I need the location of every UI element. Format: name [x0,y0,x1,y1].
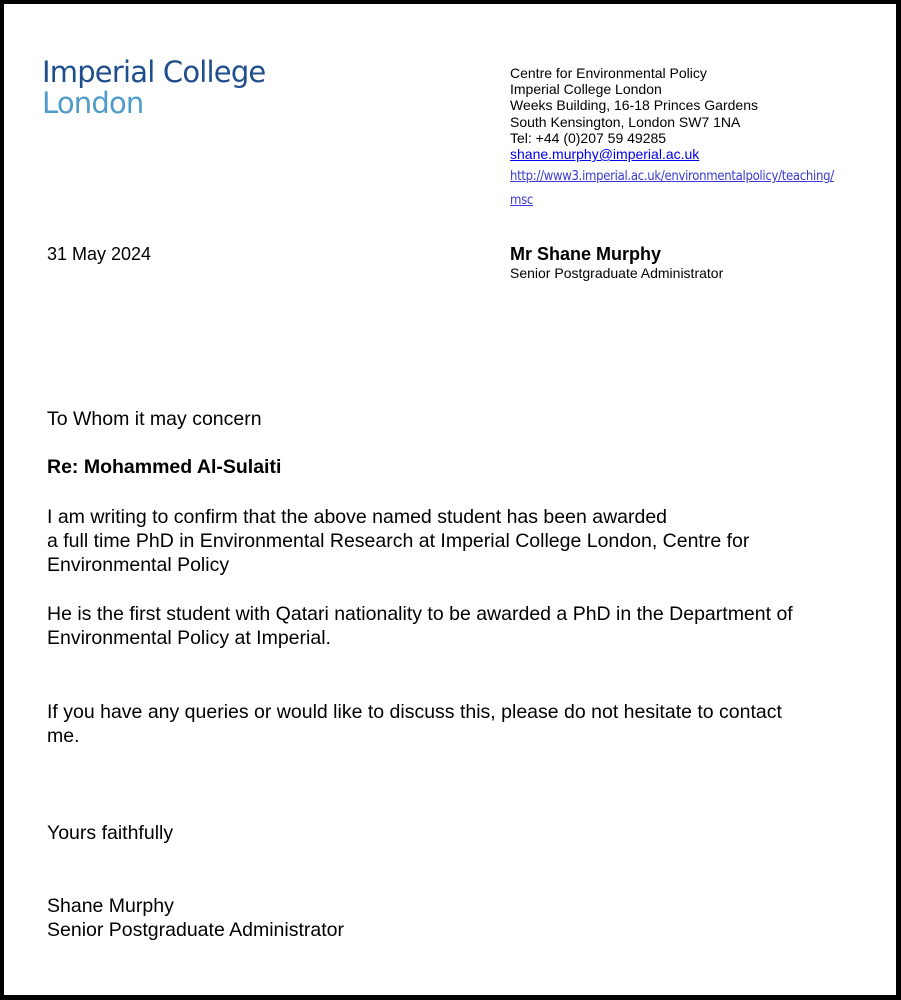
logo-line-1: Imperial College [42,55,266,89]
re-line: Re: Mohammed Al-Sulaiti [47,456,282,478]
sender-name: Mr Shane Murphy [510,244,662,264]
letter-date: 31 May 2024 [47,244,152,264]
imperial-college-logo [42,56,265,118]
sender-role: Senior Postgraduate Administrator [510,265,724,281]
website-link[interactable] [510,165,834,213]
address-line: Imperial College London [510,81,662,98]
paragraph-3: If you have any queries or would like to discuss this, please do not hesitate to contact me. [47,701,782,747]
signature-name: Shane Murphy [47,895,174,917]
salutation: To Whom it may concern [47,408,262,430]
paragraph-1-line-1: I am writing to confirm that the above named student has been awarded [47,506,668,528]
paragraph-1 [47,505,867,577]
address-line: Weeks Building, 16-18 Princes Gardens [510,97,758,114]
address-line: South Kensington, London SW7 1NA [510,113,741,130]
signature-role: Senior Postgraduate Administrator [47,919,344,941]
paragraph-1-line-2: a full time PhD in Environmental Research at Imperial College London, Centre for Environmental Policy [47,530,750,576]
logo-line-2: London [42,86,144,120]
letterhead-address [510,65,834,213]
address-line: Centre for Environmental Policy [510,65,707,81]
website-link-line-1[interactable]: http://www3.imperial.ac.uk/environmentalpolicy/teaching/ [510,169,834,185]
website-link-line-2[interactable]: msc [510,193,534,209]
closing: Yours faithfully [47,822,174,844]
email-link[interactable]: shane.murphy@imperial.ac.uk [510,146,700,163]
telephone: Tel: +44 (0)207 59 49285 [510,129,667,146]
paragraph-2: He is the first student with Qatari nationality to be awarded a PhD in the Department of Environmental Policy at Imperial. [47,603,793,649]
sender-block [510,244,723,282]
